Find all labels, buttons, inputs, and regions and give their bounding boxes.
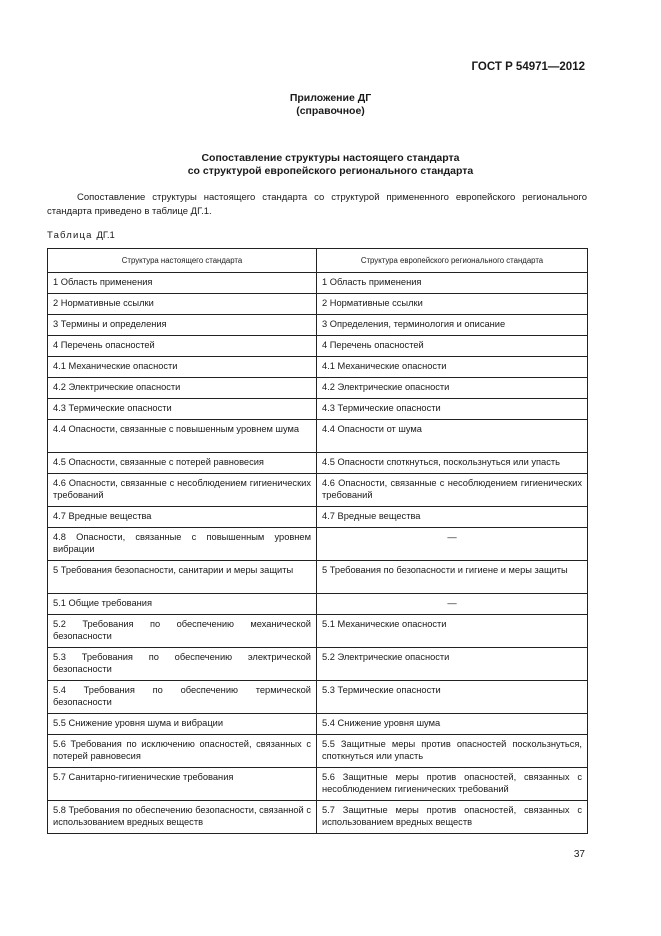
table-row: [48, 648, 588, 681]
national-structure-cell: 4.3 Термические опасности: [48, 399, 317, 420]
national-structure-cell: 3 Термины и определения: [48, 315, 317, 336]
table-row: [48, 681, 588, 714]
european-structure-cell: 4 Перечень опасностей: [317, 336, 588, 357]
european-structure-cell: 1 Область применения: [317, 273, 588, 294]
european-structure-cell: 5.2 Электрические опасности: [317, 648, 588, 681]
table-row: [48, 294, 588, 315]
table-row: [48, 594, 588, 615]
european-structure-cell: 5.6 Защитные меры против опасностей, связанных с несоблюдением гигиенических требований: [317, 768, 588, 801]
national-structure-cell: 5.7 Санитарно-гигиенические требования: [48, 768, 317, 801]
national-structure-cell: 1 Область применения: [48, 273, 317, 294]
table-number: ДГ.1: [96, 230, 115, 241]
section-title-line1: Сопоставление структуры настоящего стандарта: [201, 152, 460, 164]
national-structure-cell: 5.4 Требования по обеспечению термической безопасности: [48, 681, 317, 714]
column-header: Структура европейского регионального стандарта: [317, 249, 588, 273]
national-structure-cell: 5.6 Требования по исключению опасностей, связанных с потерей равновесия: [48, 735, 317, 768]
table-row: [48, 474, 588, 507]
table-label: Таблица: [47, 230, 93, 241]
section-title-line2: со структурой европейского регионального стандарта: [187, 165, 474, 177]
national-structure-cell: 4.6 Опасности, связанные с несоблюдением гигиенических требований: [48, 474, 317, 507]
table-row: [48, 378, 588, 399]
european-structure-cell: 5.3 Термические опасности: [317, 681, 588, 714]
european-structure-cell: 5.7 Защитные меры против опасностей, связанных с использованием вредных веществ: [317, 801, 588, 834]
national-structure-cell: 4.2 Электрические опасности: [48, 378, 317, 399]
national-structure-cell: 4.8 Опасности, связанные с повышенным уровнем вибрации: [48, 528, 317, 561]
european-structure-cell: 5.4 Снижение уровня шума: [317, 714, 588, 735]
national-structure-cell: 4 Перечень опасностей: [48, 336, 317, 357]
national-structure-cell: 4.7 Вредные вещества: [48, 507, 317, 528]
annex-heading: [0, 92, 661, 118]
national-structure-cell: 5 Требования безопасности, санитарии и меры защиты: [48, 561, 317, 594]
table-row: [48, 273, 588, 294]
column-header: Структура настоящего стандарта: [48, 249, 317, 273]
european-structure-cell: 2 Нормативные ссылки: [317, 294, 588, 315]
national-structure-cell: 5.2 Требования по обеспечению механической безопасности: [48, 615, 317, 648]
table-caption: [47, 230, 115, 241]
table-row: [48, 561, 588, 594]
national-structure-cell: 4.5 Опасности, связанные с потерей равновесия: [48, 453, 317, 474]
table-row: [48, 615, 588, 648]
european-structure-cell: 4.7 Вредные вещества: [317, 507, 588, 528]
european-structure-cell: —: [317, 594, 588, 615]
annex-title: Приложение ДГ: [289, 92, 372, 104]
european-structure-cell: 3 Определения, терминология и описание: [317, 315, 588, 336]
table-row: [48, 714, 588, 735]
intro-paragraph: Сопоставление структуры настоящего стандарта со структурой примененного европейского регионального стандарта приведено в таблице ДГ.1.: [47, 192, 587, 217]
european-structure-cell: —: [317, 528, 588, 561]
national-structure-cell: 5.1 Общие требования: [48, 594, 317, 615]
national-structure-cell: 5.5 Снижение уровня шума и вибрации: [48, 714, 317, 735]
page-number: 37: [573, 849, 585, 860]
european-structure-cell: 4.5 Опасности споткнуться, поскользнуться или упасть: [317, 453, 588, 474]
national-structure-cell: 4.1 Механические опасности: [48, 357, 317, 378]
section-title: [0, 152, 661, 178]
document-id: ГОСТ Р 54971—2012: [471, 61, 585, 73]
european-structure-cell: 4.4 Опасности от шума: [317, 420, 588, 453]
table-header-row: [48, 249, 588, 273]
comparison-table: [47, 248, 588, 834]
european-structure-cell: 4.3 Термические опасности: [317, 399, 588, 420]
table-row: [48, 735, 588, 768]
national-structure-cell: 5.3 Требования по обеспечению электрической безопасности: [48, 648, 317, 681]
national-structure-cell: 5.8 Требования по обеспечению безопасности, связанной с использованием вредных веществ: [48, 801, 317, 834]
table-row: [48, 315, 588, 336]
european-structure-cell: 4.1 Механические опасности: [317, 357, 588, 378]
european-structure-cell: 5.5 Защитные меры против опасностей поскользнуться, споткнуться или упасть: [317, 735, 588, 768]
national-structure-cell: 4.4 Опасности, связанные с повышенным уровнем шума: [48, 420, 317, 453]
table-row: [48, 420, 588, 453]
table-row: [48, 528, 588, 561]
table-row: [48, 399, 588, 420]
national-structure-cell: 2 Нормативные ссылки: [48, 294, 317, 315]
table-row: [48, 768, 588, 801]
european-structure-cell: 5 Требования по безопасности и гигиене и меры защиты: [317, 561, 588, 594]
table-row: [48, 336, 588, 357]
european-structure-cell: 4.6 Опасности, связанные с несоблюдением гигиенических требований: [317, 474, 588, 507]
table-row: [48, 507, 588, 528]
european-structure-cell: 5.1 Механические опасности: [317, 615, 588, 648]
annex-subtitle: (справочное): [296, 105, 365, 117]
table-row: [48, 801, 588, 834]
table-row: [48, 357, 588, 378]
european-structure-cell: 4.2 Электрические опасности: [317, 378, 588, 399]
table-row: [48, 453, 588, 474]
